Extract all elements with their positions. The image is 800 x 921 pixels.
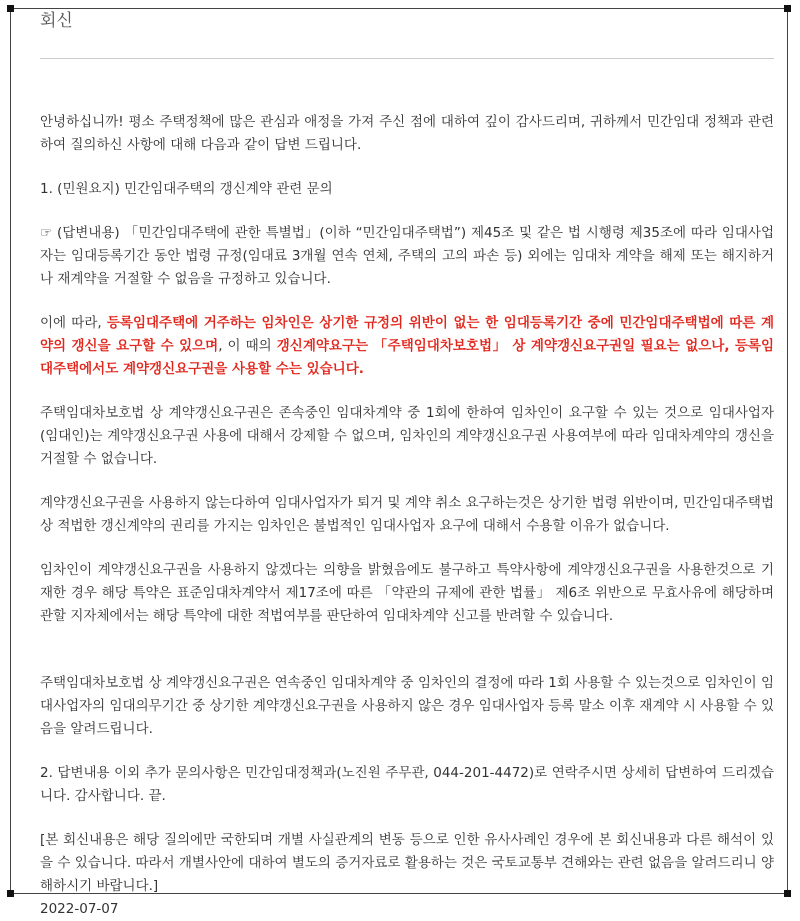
- reply-body: [40, 111, 774, 921]
- eviction-paragraph: 계약갱신요구권을 사용하지 않는다하여 임대사업자가 퇴거 및 계약 취소 요구하는것은 상기한 법령 위반이며, 민간임대주택법 상 적법한 갱신계약의 권리를 가지는 임차인은 불법적인 임대사업자 요구에 대해서 수용할 이유가 없습니다.: [40, 495, 774, 534]
- special-terms-paragraph: 임차인이 계약갱신요구권을 사용하지 않겠다는 의향을 밝혔음에도 불구하고 특약사항에 계약갱신요구권을 사용한것으로 기재한 경우 해당 특약은 표준임대차계약서 제17조에 따른 「약관의 규제에 관한 법률」 제6조 위반으로 무효사유에 해당하며 관할 지자체에서는 해당 특약에 대한 적법여부를 판단하여 임대차계약 신고를 반려할 수 있습니다.: [40, 562, 774, 624]
- resize-handle-bottom-left[interactable]: [7, 890, 14, 897]
- resize-handle-bottom-right[interactable]: [784, 890, 791, 897]
- title-divider: [40, 58, 774, 59]
- answer-paragraph: ☞ (답변내용) 「민간임대주택에 관한 특별법」(이하 “민간임대주택법”) 제45조 및 같은 법 시행령 제35조에 따라 임대사업자는 임대등록기간 동안 법령 규정(임대료 3개월 연속 연체, 주택의 고의 파손 등) 외에는 임대차 계약을 해제 또는 해지하거나 재계약을 거절할 수 없음을 규정하고 있습니다.: [40, 225, 774, 287]
- disclaimer-paragraph: [본 회신내용은 해당 질의에만 국한되며 개별 사실관계의 변동 등으로 인한 유사사례인 경우에 본 회신내용과 다른 해석이 있을 수 있습니다. 따라서 개별사안에 대하여 별도의 증거자료로 활용하는 것은 국토교통부 견해와는 관련 없음을 알려드리니 양해하시기 바랍니다.]: [40, 832, 774, 894]
- once-paragraph: 주택임대차보호법 상 계약갱신요구권은 연속중인 임대차계약 중 임차인의 결정에 따라 1회 사용할 수 있는것으로 임차인이 임대사업자의 임대의무기간 중 상기한 계약갱신요구권을 사용하지 않은 경우 임대사업자 등록 말소 이후 재계약 시 사용할 수 있음을 알려드립니다.: [40, 675, 774, 737]
- highlight-paragraph: [40, 312, 774, 381]
- highlight-red-1: 등록임대주택에 거주하는 임차인은 상기한 규정의 위반이 없는 한 임대등록기간 중에 민간임대주택법에 따른 계약의 갱신을 요구할 수 있으며: [40, 315, 774, 354]
- page-title: 회신: [40, 11, 73, 31]
- reply-date: 2022-07-07: [40, 901, 119, 917]
- resize-handle-top-left[interactable]: [7, 5, 14, 12]
- complaint-summary: 1. (민원요지) 민간임대주택의 갱신계약 관련 문의: [40, 181, 333, 197]
- renewal-right-paragraph: 주택임대차보호법 상 계약갱신요구권은 존속중인 임대차계약 중 1회에 한하여 임차인이 요구할 수 있는 것으로 임대사업자(임대인)는 계약갱신요구권 사용에 대해서 강제할 수 없으며, 임차인의 계약갱신요구권 사용여부에 따라 임대차계약의 갱신을 거절할 수 없습니다.: [40, 405, 774, 467]
- highlight-text-2: , 이 때의: [218, 338, 277, 354]
- highlight-red-2: 갱신계약요구는 「주택임대차보호법」 상 계약갱신요구권일 필요는 없으나, 등록임대주택에서도 계약갱신요구권을 사용할 수는 있습니다.: [40, 338, 775, 377]
- highlight-text-1: 이에 따라,: [40, 315, 107, 331]
- greeting-paragraph: 안녕하십니까! 평소 주택정책에 많은 관심과 애정을 가져 주신 점에 대하여 깊이 감사드리며, 귀하께서 민간임대 정책과 관련하여 질의하신 사항에 대해 다음과 같이 답변 드립니다.: [40, 114, 774, 153]
- contact-paragraph: 2. 답변내용 이외 추가 문의사항은 민간임대정책과(노진원 주무관, 044-201-4472)로 연락주시면 상세히 답변하여 드리겠습니다. 감사합니다. 끝.: [40, 765, 774, 804]
- resize-handle-top-right[interactable]: [784, 5, 791, 12]
